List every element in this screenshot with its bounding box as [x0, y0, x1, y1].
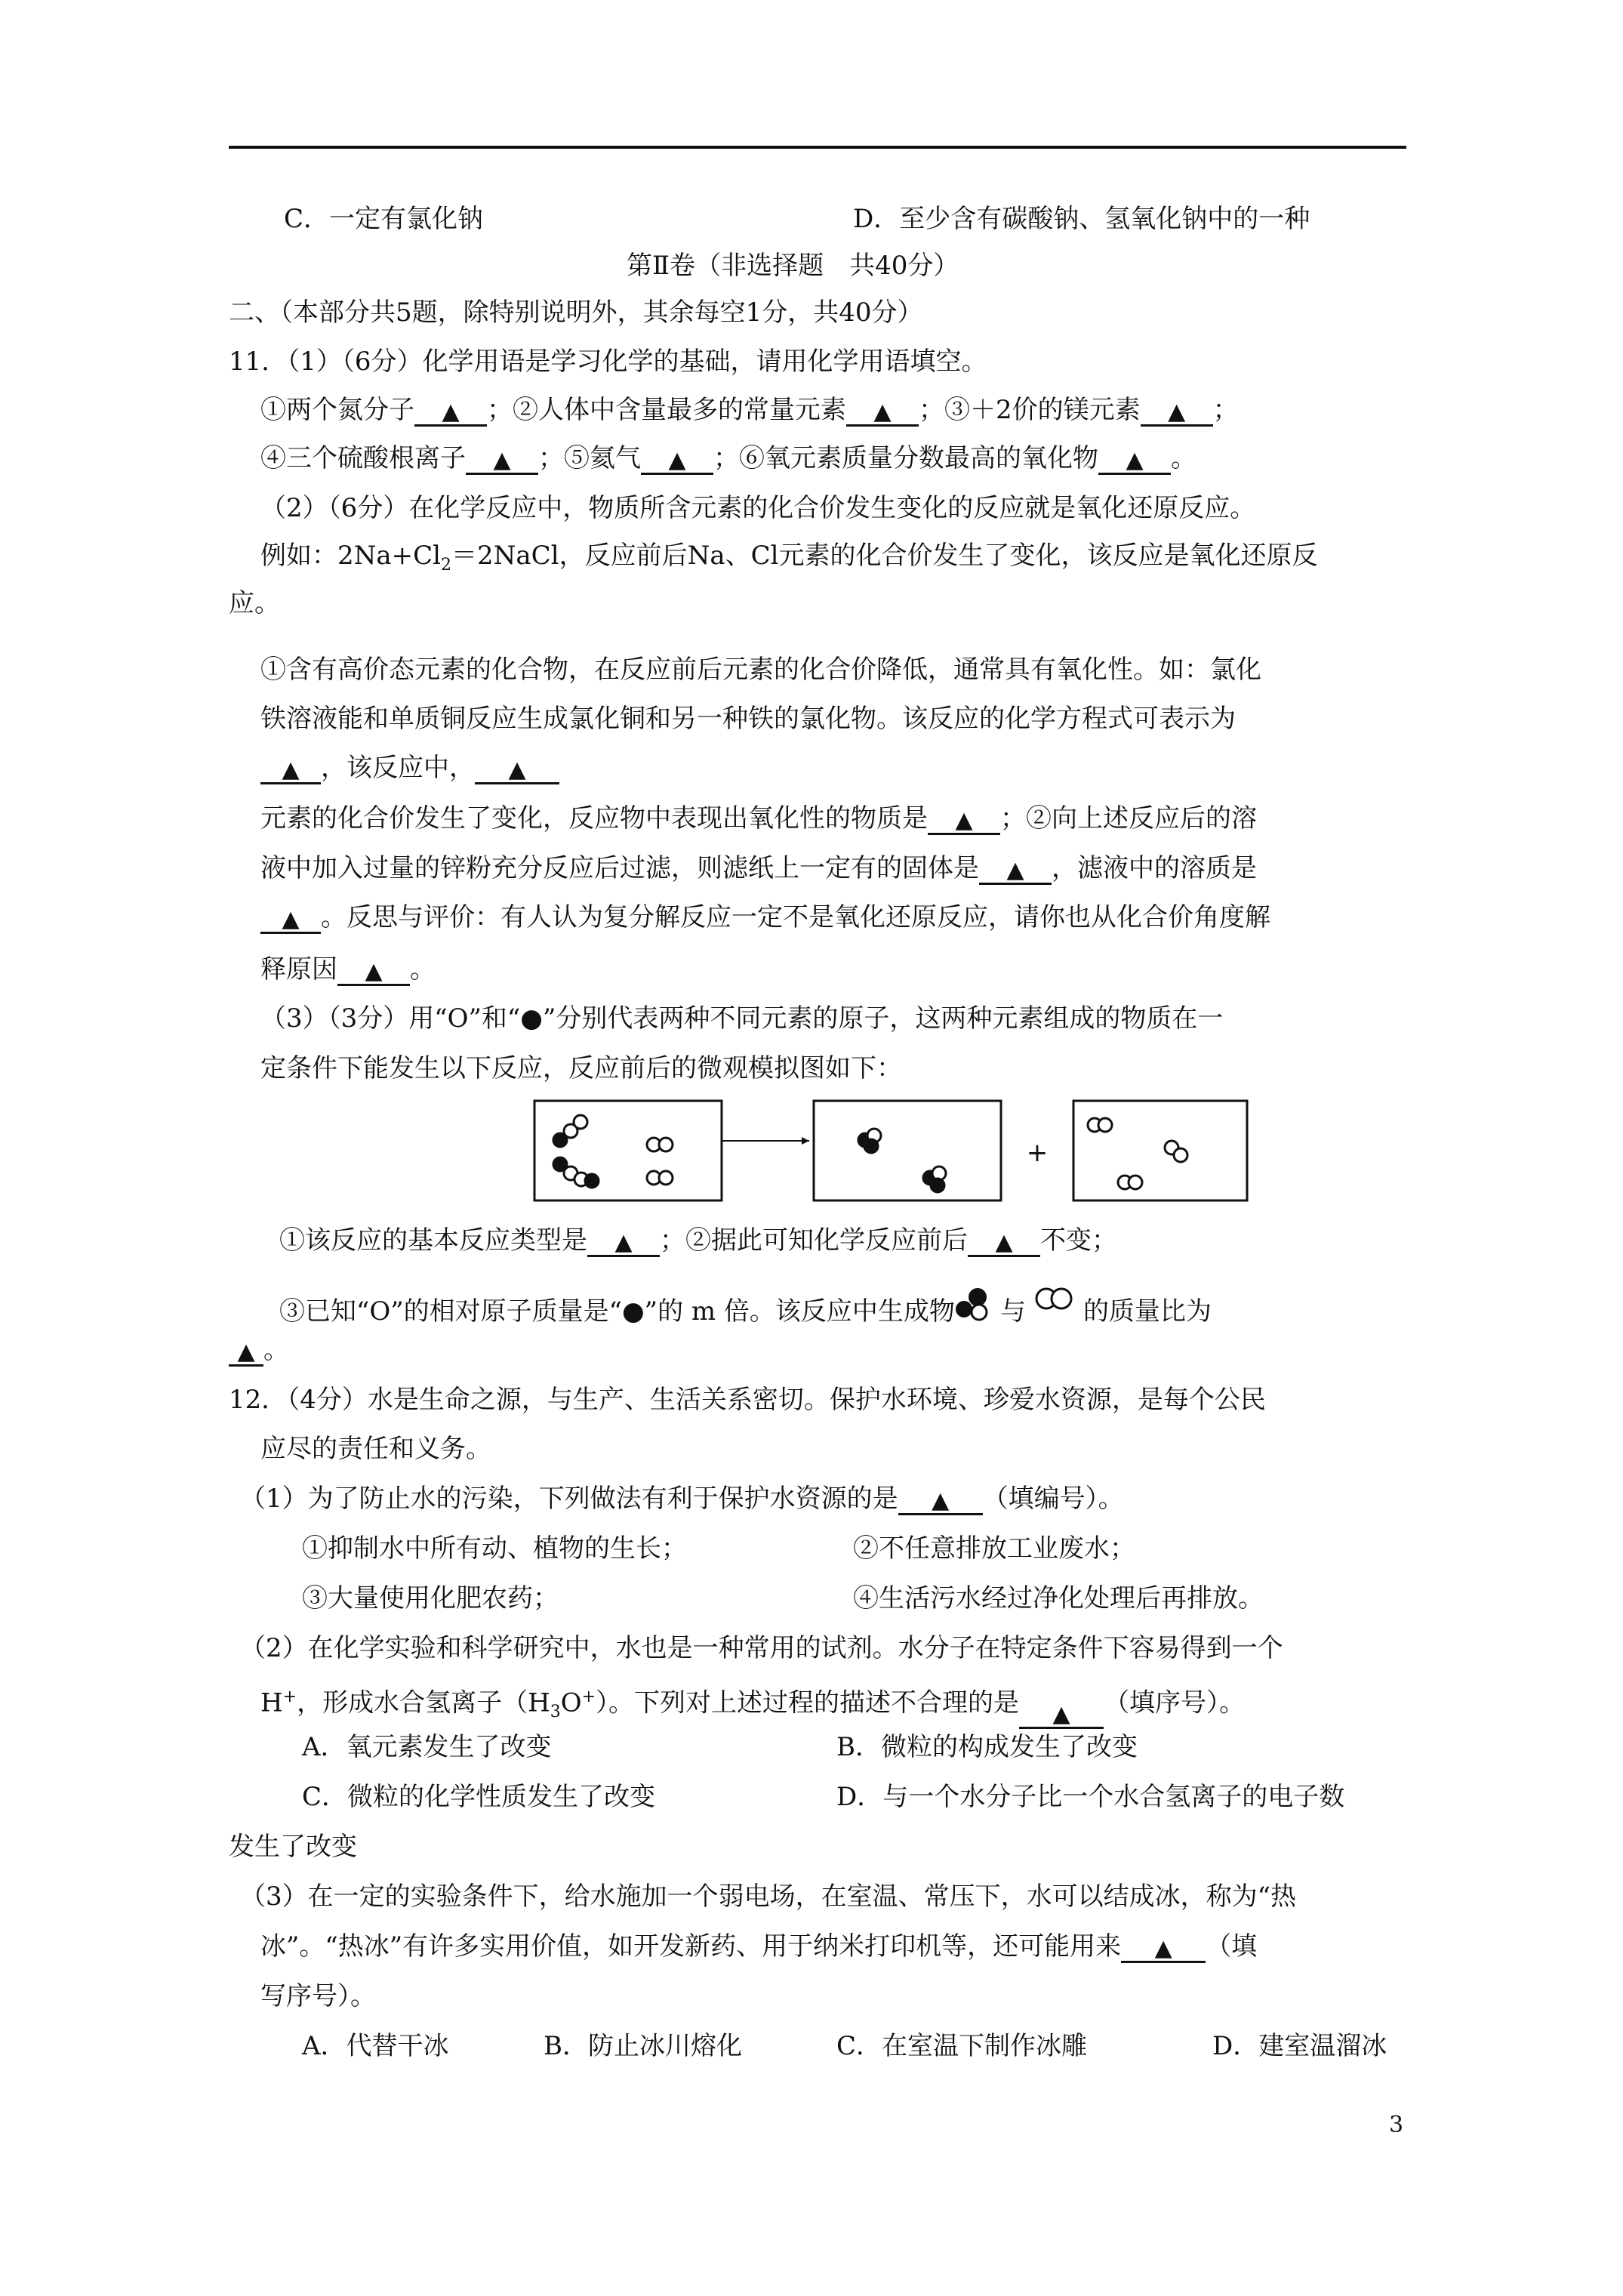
text: （填序号）。 [1104, 1687, 1246, 1718]
answer-blank[interactable] [1098, 442, 1171, 475]
product-box-1 [814, 1101, 1001, 1200]
text: 元素的化合价发生了变化，反应物中表现出氧化性的物质是 [260, 803, 928, 834]
text: 液中加入过量的锌粉充分反应后过滤，则滤纸上一定有的固体是 [260, 853, 979, 883]
q11-intro: 11．（1）（6分）化学用语是学习化学的基础，请用化学用语填空。 [229, 347, 987, 377]
superscript: + [282, 1687, 297, 1706]
plus-sign: + [1026, 1138, 1049, 1168]
q12-2-optC: C．微粒的化学性质发生了改变 [302, 1782, 656, 1812]
text: 。 [410, 954, 436, 985]
answer-blank[interactable] [641, 442, 713, 475]
text: ；⑥氧元素质量分数最高的氧化物 [713, 443, 1098, 473]
q12-3-line3: 写序号）。 [260, 1981, 376, 2011]
triangle-icon: ▲ [1006, 857, 1024, 883]
q11-3-line2 [279, 1285, 1212, 1328]
triangle-icon: ▲ [365, 958, 383, 985]
q12-3-optB: B．防止冰川熔化 [544, 2031, 742, 2061]
q11-2-line2: 铁溶液能和单质铜反应生成氯化铜和另一种铁的氯化物。该反应的化学方程式可表示为 [260, 704, 1236, 734]
text: 。 [263, 1335, 289, 1365]
q11-2-line7 [260, 953, 436, 986]
text: 释原因 [260, 954, 337, 985]
q11-3-line1 [279, 1224, 1117, 1257]
answer-blank[interactable] [1141, 394, 1213, 427]
triangle-icon: ▲ [282, 757, 300, 783]
text: ③已知“O”的相对原子质量是“●”的 m 倍。该反应中生成物 [279, 1296, 955, 1327]
reactant-box [534, 1101, 722, 1200]
text: ）。下列对上述过程的描述不合理的是 [596, 1687, 1020, 1718]
text: （填编号）。 [982, 1484, 1124, 1514]
text: ； [1212, 395, 1239, 425]
text: ；②据此可知化学反应前后 [660, 1225, 968, 1256]
text: 与 [999, 1296, 1026, 1327]
triangle-icon: ▲ [508, 757, 526, 783]
oxygen-molecule-icon [1033, 1285, 1076, 1315]
text: ；②向上述反应后的溶 [1000, 803, 1257, 834]
product-box-2 [1073, 1101, 1247, 1200]
q11-3-intro2: 定条件下能发生以下反应，反应前后的微观模拟图如下： [260, 1053, 902, 1083]
product-molecules-2 [1088, 1118, 1187, 1189]
q12-2-line2 [260, 1681, 1245, 1729]
arrow-icon [722, 1137, 809, 1145]
subscript: 3 [550, 1703, 561, 1722]
q12-1-opt2: ②不任意排放工业废水； [853, 1533, 1135, 1564]
text: ①两个氮分子 [260, 395, 414, 425]
page-number: 3 [1389, 2112, 1404, 2138]
section-title: 第Ⅱ卷（非选择题 共40分） [627, 251, 959, 281]
triangle-icon: ▲ [614, 1229, 633, 1256]
answer-blank[interactable] [466, 442, 538, 475]
q12-1-opt3: ③大量使用化肥农药； [302, 1583, 559, 1613]
reactant-molecules [553, 1115, 673, 1188]
answer-blank[interactable] [1121, 1931, 1206, 1963]
text: （填 [1206, 1931, 1258, 1962]
q12-intro: 12．（4分）水是生命之源，与生产、生活关系密切。保护水环境、珍爱水资源，是每个公民 [229, 1385, 1266, 1415]
header-rule [229, 146, 1406, 149]
triangle-icon: ▲ [932, 1487, 950, 1514]
triangle-icon: ▲ [493, 447, 511, 473]
section-instructions: 二、（本部分共5题，除特别说明外，其余每空1分，共40分） [229, 297, 923, 328]
answer-blank[interactable] [414, 394, 487, 427]
answer-blank[interactable] [229, 1334, 263, 1367]
answer-blank[interactable] [1019, 1697, 1104, 1729]
q12-2-optB: B．微粒的构成发生了改变 [836, 1732, 1138, 1762]
text: ，该反应中， [321, 753, 475, 783]
text: ；③＋2价的镁元素 [919, 395, 1141, 425]
q11-2-intro: （2）（6分）在化学反应中，物质所含元素的化合价发生变化的反应就是氧化还原反应。 [260, 493, 1256, 523]
triangle-icon: ▲ [1154, 1935, 1172, 1962]
q12-3-line2 [260, 1930, 1257, 1963]
answer-blank[interactable] [475, 752, 559, 784]
q12-2-intro: （2）在化学实验和科学研究中，水也是一种常用的试剂。水分子在特定条件下容易得到一个 [240, 1633, 1283, 1663]
answer-blank[interactable] [898, 1483, 983, 1515]
answer-blank[interactable] [846, 394, 919, 427]
q11-2-line4 [260, 802, 1257, 835]
triangle-icon: ▲ [955, 807, 973, 834]
q12-3-optA: A．代替干冰 [302, 2031, 449, 2061]
answer-blank[interactable] [260, 901, 321, 934]
text: ；⑤氦气 [538, 443, 641, 473]
text: ④三个硫酸根离子 [260, 443, 466, 473]
q12-2-optD: D．与一个水分子比一个水合氢离子的电子数 [836, 1782, 1345, 1812]
triangle-icon: ▲ [668, 447, 686, 473]
q12-1-opt1: ①抑制水中所有动、植物的生长； [302, 1533, 687, 1564]
q11-1-line2 [260, 442, 1196, 475]
q12-3-optD: D．建室温溜冰 [1212, 2031, 1387, 2061]
q11-2-example-end: 应。 [229, 588, 280, 618]
text: O [560, 1687, 582, 1718]
answer-blank[interactable] [979, 852, 1052, 885]
text: 的质量比为 [1083, 1296, 1212, 1327]
q11-2-line5 [260, 852, 1257, 885]
q11-3-intro: （3）（3分）用“O”和“●”分别代表两种不同元素的原子，这两种元素组成的物质在一 [260, 1003, 1224, 1034]
q12-2-optD-cont: 发生了改变 [229, 1832, 357, 1862]
triangle-icon: ▲ [873, 399, 892, 425]
option-c: C．一定有氯化钠 [284, 204, 484, 234]
molecule-icon [955, 1288, 1000, 1324]
triangle-icon: ▲ [1168, 399, 1186, 425]
answer-blank[interactable] [587, 1225, 660, 1257]
text: H [260, 1687, 283, 1718]
text: （1）为了防止水的污染，下列做法有利于保护水资源的是 [240, 1484, 898, 1514]
text: 。反思与评价：有人认为复分解反应一定不是氧化还原反应，请你也从化合价角度解 [321, 902, 1270, 932]
text: ，形成水合氢离子（H [297, 1687, 550, 1718]
q11-3-line3 [229, 1333, 289, 1367]
triangle-icon: ▲ [237, 1339, 255, 1365]
text: 不变； [1040, 1225, 1117, 1256]
q12-2-optA: A．氧元素发生了改变 [302, 1732, 552, 1762]
text: 例如：2Na+Cl [260, 541, 442, 571]
q12-intro2: 应尽的责任和义务。 [260, 1434, 491, 1464]
q11-1-line1 [260, 393, 1239, 427]
text: 。 [1171, 443, 1196, 473]
answer-blank[interactable] [928, 803, 1000, 835]
q12-3-optC: C．在室温下制作冰雕 [836, 2031, 1088, 2061]
q11-2-line6 [260, 901, 1270, 934]
q11-2-line3 [260, 751, 559, 784]
q11-2-example [260, 539, 1317, 582]
answer-blank[interactable] [968, 1225, 1040, 1257]
triangle-icon: ▲ [1126, 447, 1144, 473]
q12-1 [240, 1482, 1124, 1515]
triangle-icon: ▲ [1052, 1701, 1070, 1728]
triangle-icon: ▲ [995, 1229, 1013, 1256]
text: ①该反应的基本反应类型是 [279, 1225, 587, 1256]
superscript: + [581, 1687, 596, 1706]
q11-2-line1: ①含有高价态元素的化合物，在反应前后元素的化合价降低，通常具有氧化性。如：氯化 [260, 655, 1261, 685]
option-d: D．至少含有碳酸钠、氢氧化钠中的一种 [853, 204, 1310, 234]
triangle-icon: ▲ [442, 399, 460, 425]
text: ＝2NaCl，反应前后Na、Cl元素的化合价发生了变化，该反应是氧化还原反 [451, 541, 1318, 571]
q12-3-intro: （3）在一定的实验条件下，给水施加一个弱电场，在室温、常压下，水可以结成冰，称为“热 [240, 1881, 1297, 1912]
text: 冰”。“热冰”有许多实用价值，如开发新药、用于纳米打印机等，还可能用来 [260, 1931, 1122, 1962]
q12-1-opt4: ④生活污水经过净化处理后再排放。 [853, 1583, 1264, 1613]
answer-blank[interactable] [260, 752, 321, 784]
answer-blank[interactable] [337, 954, 410, 986]
triangle-icon: ▲ [282, 906, 300, 932]
text: ；②人体中含量最多的常量元素 [487, 395, 846, 425]
text: ，滤液中的溶质是 [1052, 853, 1257, 883]
reaction-diagram [533, 1099, 1250, 1202]
product-molecules-1 [858, 1129, 946, 1192]
subscript: 2 [441, 555, 452, 575]
